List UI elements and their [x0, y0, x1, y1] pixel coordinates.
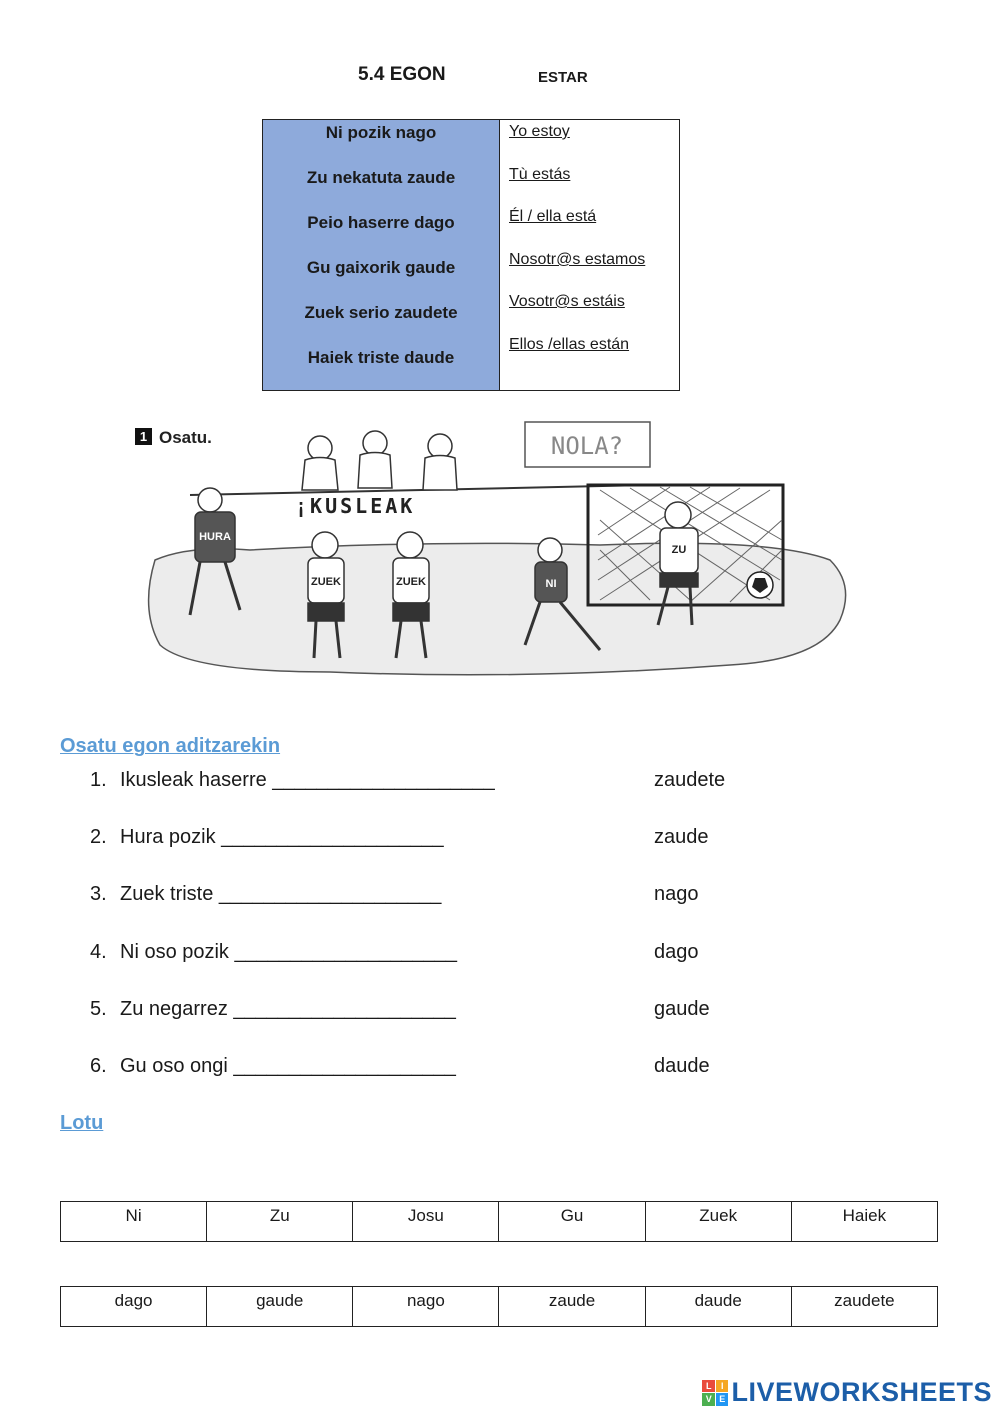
- verb-cell[interactable]: gaude: [207, 1287, 353, 1327]
- badge-letter: L: [702, 1380, 715, 1393]
- basque-column: [263, 120, 500, 390]
- pronoun-row-table: [60, 1201, 938, 1242]
- basque-row: Zu nekatuta zaude: [306, 168, 456, 187]
- spectator-head: [308, 436, 332, 460]
- exercise-item: [90, 998, 456, 1021]
- spanish-row: Vosotr@s estáis: [509, 293, 625, 310]
- item-text[interactable]: Gu oso ongi ____________________: [120, 1055, 456, 1077]
- verb-cell[interactable]: dago: [61, 1287, 207, 1327]
- player-head: [538, 538, 562, 562]
- item-number: 2.: [90, 826, 107, 848]
- basque-row: Ni pozik nago: [325, 123, 437, 142]
- item-number: 3.: [90, 883, 107, 905]
- exercise-item: [90, 883, 441, 906]
- player-shorts: [393, 603, 429, 621]
- item-number: 1.: [90, 769, 107, 791]
- pronoun-cell[interactable]: Zuek: [645, 1202, 791, 1242]
- shirt-label: HURA: [199, 531, 231, 543]
- nola-sign-text: NOLA?: [550, 432, 624, 460]
- exercise2-heading: Lotu: [60, 1112, 104, 1134]
- exercise-number: 1: [139, 429, 148, 444]
- item-number: 4.: [90, 941, 107, 963]
- badge-letter: V: [702, 1393, 715, 1406]
- pronoun-cell[interactable]: Haiek: [791, 1202, 937, 1242]
- basque-row: Zuek serio zaudete: [304, 303, 458, 322]
- page-title: 5.4 EGON: [358, 64, 446, 85]
- item-text[interactable]: Zuek triste ____________________: [120, 883, 442, 905]
- player-shorts: [660, 573, 698, 587]
- logo-badge-icon: [702, 1380, 728, 1406]
- answer-option[interactable]: gaude: [654, 998, 710, 1020]
- liveworksheets-logo[interactable]: [702, 1377, 992, 1408]
- spanish-column: [500, 120, 679, 390]
- item-text[interactable]: Zu negarrez ____________________: [120, 998, 456, 1020]
- basque-row: Gu gaixorik gaude: [306, 258, 456, 277]
- football-illustration: [130, 410, 860, 685]
- player-shorts: [308, 603, 344, 621]
- player-head: [312, 532, 338, 558]
- shirt-label: ZUEK: [396, 576, 426, 588]
- answer-option[interactable]: zaude: [654, 826, 709, 848]
- spectators-banner: ¡KUSLEAK: [295, 494, 416, 518]
- verb-row-table: [60, 1286, 938, 1327]
- conjugation-table: [262, 119, 680, 391]
- verb-cell[interactable]: nago: [353, 1287, 499, 1327]
- answer-option[interactable]: daude: [654, 1055, 710, 1077]
- pronoun-cell[interactable]: Zu: [207, 1202, 353, 1242]
- spanish-row: Nosotr@s estamos: [509, 251, 646, 268]
- badge-letter: E: [716, 1393, 729, 1406]
- field-ground: [149, 543, 846, 674]
- spanish-row: Yo estoy: [509, 123, 570, 140]
- exercise-item: [90, 941, 457, 964]
- pronoun-cell[interactable]: Ni: [61, 1202, 207, 1242]
- page-subtitle: ESTAR: [538, 69, 588, 86]
- illustration-heading: Osatu.: [159, 428, 212, 447]
- item-text[interactable]: Hura pozik ____________________: [120, 826, 444, 848]
- verb-cell[interactable]: zaudete: [791, 1287, 937, 1327]
- spectators-group: [302, 431, 457, 490]
- answer-option[interactable]: zaudete: [654, 769, 726, 791]
- spectator-body: [423, 456, 457, 491]
- exercise-item: [90, 1055, 456, 1078]
- player-head: [665, 502, 691, 528]
- logo-text: LIVEWORKSHEETS: [731, 1377, 992, 1407]
- spectator-head: [363, 431, 387, 455]
- fence-line: [190, 485, 650, 495]
- shirt-label: ZU: [671, 544, 687, 556]
- badge-letter: I: [716, 1380, 729, 1393]
- item-text[interactable]: Ni oso pozik ____________________: [120, 941, 457, 963]
- spectator-body: [358, 453, 392, 489]
- basque-row: Haiek triste daude: [307, 348, 455, 367]
- item-text[interactable]: Ikusleak haserre ____________________: [120, 769, 495, 791]
- spectator-head: [428, 434, 452, 458]
- player-head: [397, 532, 423, 558]
- spanish-row: Él / ella está: [509, 208, 597, 225]
- pronoun-cell[interactable]: Gu: [499, 1202, 645, 1242]
- basque-row: Peio haserre dago: [307, 213, 455, 232]
- exercise1-heading: Osatu egon aditzarekin: [60, 735, 281, 757]
- spanish-row: Tù estás: [509, 166, 571, 183]
- shirt-label: NI: [545, 578, 557, 590]
- shirt-label: ZUEK: [311, 576, 341, 588]
- verb-cell[interactable]: daude: [645, 1287, 791, 1327]
- spectator-body: [302, 458, 338, 491]
- verb-cell[interactable]: zaude: [499, 1287, 645, 1327]
- pronoun-cell[interactable]: Josu: [353, 1202, 499, 1242]
- answer-option[interactable]: nago: [654, 883, 699, 905]
- player-head: [198, 488, 222, 512]
- exercise-item: [90, 769, 495, 792]
- spanish-row: Ellos /ellas están: [509, 336, 630, 353]
- item-number: 5.: [90, 998, 107, 1020]
- exercise-item: [90, 826, 444, 849]
- answer-option[interactable]: dago: [654, 941, 699, 963]
- item-number: 6.: [90, 1055, 107, 1077]
